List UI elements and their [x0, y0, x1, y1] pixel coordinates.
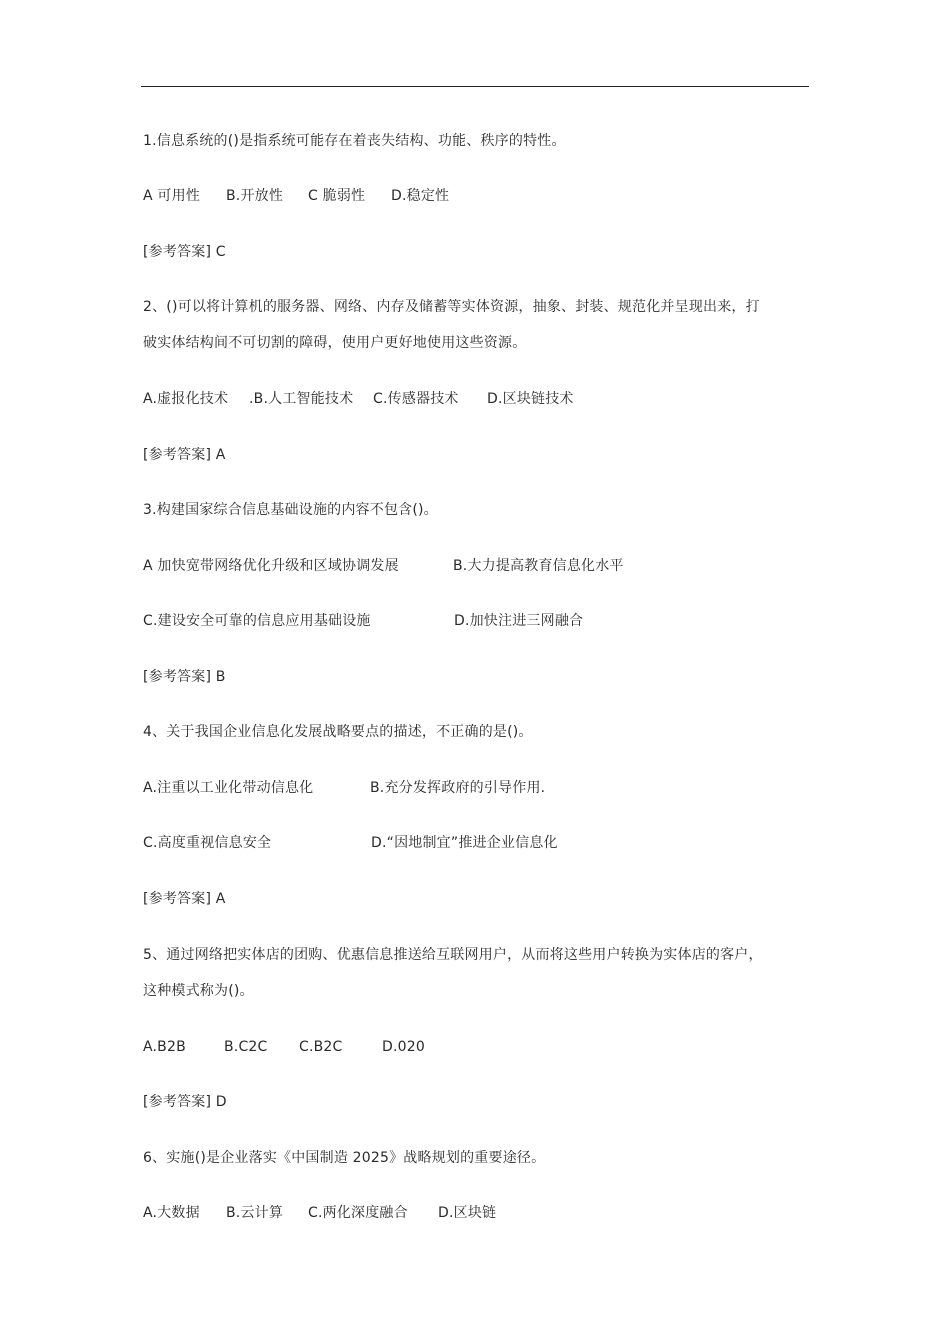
option-d: D.加快注进三网融合	[454, 613, 584, 629]
option-a: A 加快宽带网络优化升级和区域协调发展	[143, 558, 399, 574]
option-b: B.C2C	[224, 1039, 268, 1055]
option-c: C.两化深度融合	[308, 1205, 408, 1221]
option-d: D.区块链技术	[487, 391, 574, 407]
option-d: D.020	[382, 1039, 425, 1055]
question-1-stem: 1.信息系统的()是指系统可能存在着丧失结构、功能、秩序的特性。	[143, 133, 566, 149]
option-b: B.开放性	[226, 188, 284, 204]
option-a: A.B2B	[143, 1039, 186, 1055]
question-2-answer: [参考答案] A	[143, 447, 226, 463]
question-1-answer: [参考答案] C	[143, 244, 226, 260]
option-c: C 脆弱性	[308, 188, 366, 204]
option-d: D.“因地制宜”推进企业信息化	[371, 835, 558, 851]
question-2-stem-line-1: 2、()可以将计算机的服务器、网络、内存及储蓄等实体资源，抽象、封装、规范化并呈现出来，打	[143, 299, 760, 315]
question-5-stem-line-1: 5、通过网络把实体店的团购、优惠信息推送给互联网用户，从而将这些用户转换为实体店的客户，	[143, 947, 763, 963]
option-a: A 可用性	[143, 188, 201, 204]
option-d: D.稳定性	[391, 188, 450, 204]
option-b: B.大力提高教育信息化水平	[453, 558, 624, 574]
option-b: B.充分发挥政府的引导作用.	[370, 780, 546, 796]
question-4-stem: 4、关于我国企业信息化发展战略要点的描述，不正确的是()。	[143, 724, 533, 740]
header-divider	[141, 86, 809, 87]
option-c: C.高度重视信息安全	[143, 835, 272, 851]
question-5-stem-line-2: 这种模式称为()。	[143, 983, 254, 999]
option-a: A.注重以工业化带动信息化	[143, 780, 314, 796]
option-a: A.虚报化技术	[143, 391, 229, 407]
option-b: B.云计算	[226, 1205, 284, 1221]
question-3-answer: [参考答案] B	[143, 669, 226, 685]
option-c: C.B2C	[299, 1039, 343, 1055]
option-a: A.大数据	[143, 1205, 200, 1221]
question-4-answer: [参考答案] A	[143, 891, 226, 907]
option-c: C.传感器技术	[373, 391, 459, 407]
question-6-stem: 6、实施()是企业落实《中国制造 2025》战略规划的重要途径。	[143, 1150, 546, 1166]
question-3-stem: 3.构建国家综合信息基础设施的内容不包含()。	[143, 502, 438, 518]
question-2-stem-line-2: 破实体结构间不可切割的障碍，使用户更好地使用这些资源。	[143, 335, 527, 351]
option-b: .B.人工智能技术	[249, 391, 354, 407]
option-c: C.建设安全可靠的信息应用基础设施	[143, 613, 371, 629]
question-5-answer: [参考答案] D	[143, 1094, 227, 1110]
option-d: D.区块链	[438, 1205, 497, 1221]
